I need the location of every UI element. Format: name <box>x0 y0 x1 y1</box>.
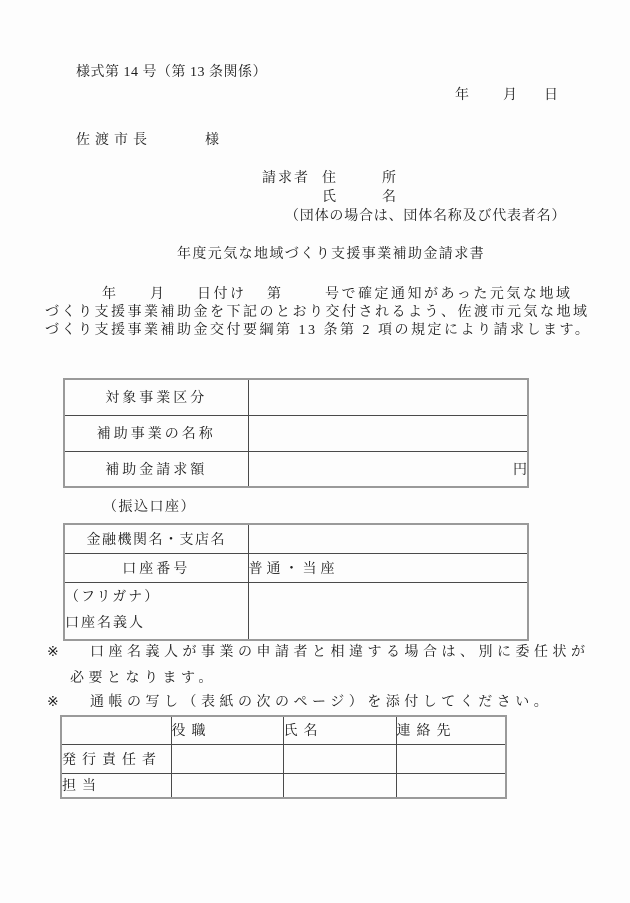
value-cell <box>248 379 528 415</box>
label-cell: 補助事業の名称 <box>64 415 248 451</box>
claimant-line-address <box>0 170 630 188</box>
note-marker: ※ <box>47 645 59 660</box>
note-2-line-1 <box>0 694 630 712</box>
label-cell: 口座番号 <box>64 553 248 582</box>
value-cell <box>248 582 528 640</box>
account-type-value-cell: 普通・当座 <box>248 553 528 582</box>
body-line-3: づくり支援事業補助金交付要綱第 13 条第 2 項の規定により請求します。 <box>45 323 592 338</box>
date-month-label: 月 <box>503 88 517 103</box>
label-cell: 補助金請求額 <box>64 451 248 487</box>
account-holder-label: 口座名義人 <box>65 615 145 631</box>
note-1-line-2: 必要となります。 <box>70 671 217 686</box>
body-month-blank: 月 <box>150 287 167 302</box>
value-cell <box>396 773 506 798</box>
table-row <box>64 582 528 640</box>
value-cell <box>171 773 283 798</box>
form-number: 様式第 14 号（第 13 条関係） <box>76 65 267 80</box>
document-title: 年度元気な地域づくり支援事業補助金請求書 <box>177 247 485 262</box>
note-text: 通帳の写し（表紙の次のページ）を添付してください。 <box>90 695 553 710</box>
note-marker: ※ <box>47 695 59 710</box>
addressee-line <box>0 132 630 150</box>
claimant-name-char: 氏 <box>322 190 336 205</box>
table-row <box>64 415 528 451</box>
table-row <box>64 379 528 415</box>
date-day-label: 日 <box>544 88 558 103</box>
column-header-position: 役職 <box>171 716 283 744</box>
column-header-contact: 連絡先 <box>396 716 506 744</box>
label-cell: 対象事業区分 <box>64 379 248 415</box>
claimant-name-char: 名 <box>382 190 396 205</box>
claimant-label: 請求者 <box>262 171 310 186</box>
row-label-cell: 発行責任者 <box>61 744 171 773</box>
table-row <box>64 451 528 487</box>
claimant-line-name <box>0 189 630 207</box>
claimant-address-char: 所 <box>382 171 396 186</box>
date-year-label: 年 <box>455 88 469 103</box>
value-cell <box>248 451 528 487</box>
corner-cell <box>61 716 171 744</box>
row-label-cell: 担当 <box>61 773 171 798</box>
furigana-label: （フリガナ） <box>65 589 161 605</box>
table-row <box>64 524 528 553</box>
bank-section-heading: （振込口座） <box>103 500 196 515</box>
claimant-org-note: （団体の場合は、団体名称及び代表者名） <box>285 209 567 224</box>
body-year-blank: 年 <box>102 287 119 302</box>
note-1-line-1 <box>0 644 630 662</box>
table-row <box>64 553 528 582</box>
note-text: 口座名義人が事業の申請者と相違する場合は、別に委任状が <box>90 645 590 660</box>
contact-table <box>60 715 507 799</box>
yen-unit-label: 円 <box>513 462 527 478</box>
addressee-name: 佐渡市長 <box>76 133 152 148</box>
table-row <box>61 773 506 798</box>
table-header-row <box>61 716 506 744</box>
table-row <box>61 744 506 773</box>
addressee-honorific: 様 <box>205 133 219 148</box>
value-cell <box>248 524 528 553</box>
body-line-2: づくり支援事業補助金を下記のとおり交付されるよう、佐渡市元気な地域 <box>45 305 590 320</box>
label-cell <box>64 582 248 640</box>
main-table <box>63 378 529 488</box>
value-cell <box>248 415 528 451</box>
body-date-label: 日付け <box>197 287 247 302</box>
value-cell <box>171 744 283 773</box>
bank-table <box>63 523 529 641</box>
label-cell: 金融機関名・支店名 <box>64 524 248 553</box>
body-text: 号で確定通知があった元気な地域 <box>325 287 573 302</box>
value-cell <box>283 773 396 798</box>
value-cell <box>396 744 506 773</box>
body-line-1 <box>0 286 630 304</box>
body-no-label: 第 <box>267 287 284 302</box>
column-header-name: 氏名 <box>283 716 396 744</box>
claimant-address-char: 住 <box>322 171 336 186</box>
value-cell <box>283 744 396 773</box>
date-line <box>0 87 630 105</box>
